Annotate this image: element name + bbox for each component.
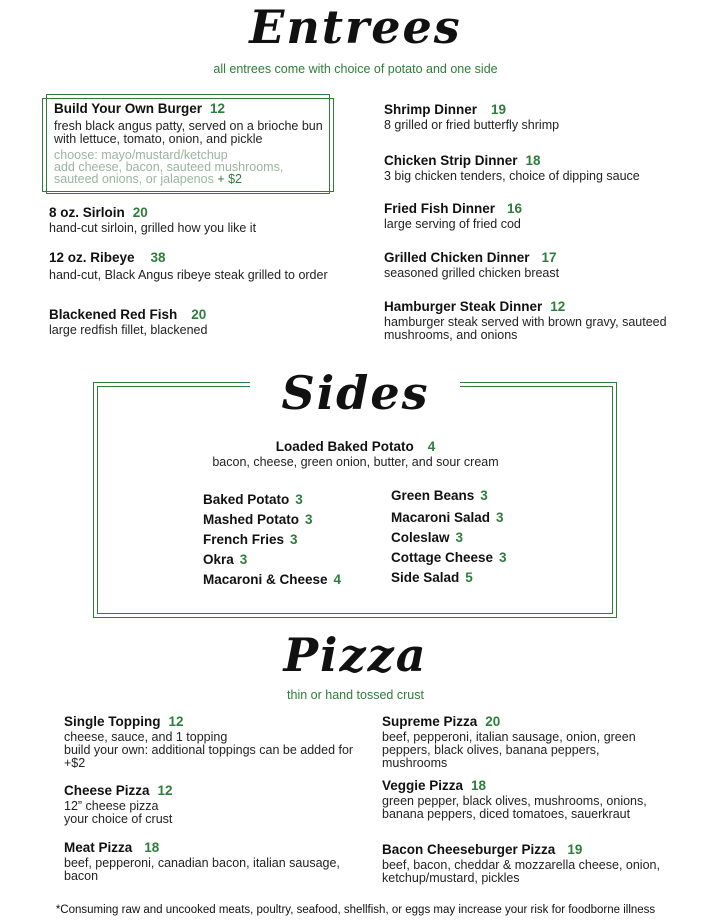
item-desc: green pepper, black olives, mushrooms, onions, banana peppers, diced tomatoes, sauerkraut bbox=[382, 794, 647, 821]
item-price: 3 bbox=[499, 550, 507, 565]
pizza-supreme bbox=[382, 713, 647, 770]
item-name: Hamburger Steak Dinner bbox=[384, 299, 543, 314]
side-item bbox=[203, 550, 341, 570]
pizza-title: Pizza bbox=[283, 628, 428, 682]
entree-ribeye bbox=[49, 249, 339, 282]
item-name: Meat Pizza bbox=[64, 840, 133, 855]
item-price: 3 bbox=[290, 532, 298, 547]
pizza-bacon-cheeseburger bbox=[382, 841, 682, 885]
pizza-subtitle: thin or hand tossed crust bbox=[287, 688, 424, 702]
side-item bbox=[203, 490, 341, 510]
entrees-subtitle: all entrees come with choice of potato and one side bbox=[213, 62, 498, 76]
item-desc: fresh black angus patty, served on a brioche bun with lettuce, tomato, onion, and pickle bbox=[54, 119, 323, 146]
sides-right-list bbox=[391, 486, 507, 588]
item-price: 17 bbox=[541, 250, 557, 265]
sides-frame-inner bbox=[97, 386, 613, 614]
item-name: Grilled Chicken Dinner bbox=[384, 250, 530, 265]
entree-chicken-strip bbox=[384, 152, 694, 183]
item-price: 3 bbox=[496, 510, 504, 525]
side-item bbox=[391, 528, 507, 548]
item-price: 4 bbox=[333, 572, 342, 587]
item-price: 12 bbox=[210, 101, 226, 116]
item-add-price: + $2 bbox=[217, 172, 243, 186]
item-price: 20 bbox=[191, 307, 207, 322]
item-desc: hamburger steak served with brown gravy, sauteed mushrooms, and onions bbox=[384, 315, 667, 342]
item-desc: beef, pepperoni, canadian bacon, italian sausage, bacon bbox=[64, 856, 340, 883]
item-name: Blackened Red Fish bbox=[49, 307, 178, 322]
item-price: 38 bbox=[150, 250, 166, 265]
side-item bbox=[203, 570, 341, 590]
item-price: 16 bbox=[507, 201, 523, 216]
item-desc-2: build your own: additional toppings can be added for +$2 bbox=[64, 743, 354, 770]
item-price: 5 bbox=[465, 570, 473, 585]
item-price: 18 bbox=[144, 840, 160, 855]
entrees-title: Entrees bbox=[249, 0, 462, 54]
item-desc: large redfish fillet, blackened bbox=[49, 323, 208, 337]
item-choose: choose: mayo/mustard/ketchup bbox=[54, 148, 228, 162]
item-name: Okra bbox=[203, 552, 234, 567]
footer-disclaimer: *Consuming raw and uncooked meats, poultry, seafood, shellfish, or eggs may increase your risk for foodborne illness bbox=[55, 904, 656, 916]
item-name: Mashed Potato bbox=[203, 512, 300, 527]
sides-featured bbox=[0, 438, 711, 469]
item-name: 8 oz. Sirloin bbox=[49, 205, 125, 220]
item-desc: seasoned grilled chicken breast bbox=[384, 266, 560, 280]
item-price: 18 bbox=[525, 153, 541, 168]
entree-fried-fish bbox=[384, 200, 694, 231]
item-desc: hand-cut sirloin, grilled how you like it bbox=[49, 221, 257, 235]
item-desc: cheese, sauce, and 1 topping bbox=[64, 730, 228, 744]
item-name: Side Salad bbox=[391, 570, 460, 585]
item-name: Supreme Pizza bbox=[382, 714, 478, 729]
item-name: Chicken Strip Dinner bbox=[384, 153, 518, 168]
item-name: Macaroni Salad bbox=[391, 510, 491, 525]
item-desc-2: your choice of crust bbox=[64, 812, 173, 826]
item-name: Macaroni & Cheese bbox=[203, 572, 328, 587]
sides-left-list bbox=[203, 490, 341, 590]
item-price: 20 bbox=[132, 205, 148, 220]
item-name: Veggie Pizza bbox=[382, 778, 464, 793]
item-add: add cheese, bacon, sauteed mushrooms, sauteed onions, or jalapenos bbox=[54, 160, 284, 186]
side-item bbox=[203, 510, 341, 530]
sides-title: Sides bbox=[281, 366, 430, 420]
item-name: Baked Potato bbox=[203, 492, 290, 507]
item-price: 3 bbox=[295, 492, 303, 507]
side-item bbox=[391, 568, 507, 588]
item-price: 12 bbox=[550, 299, 566, 314]
side-item bbox=[391, 486, 507, 506]
item-price: 3 bbox=[480, 488, 488, 503]
item-name: Build Your Own Burger bbox=[54, 101, 203, 116]
item-desc: 3 big chicken tenders, choice of dipping sauce bbox=[384, 169, 640, 183]
item-name: Fried Fish Dinner bbox=[384, 201, 496, 216]
entree-shrimp bbox=[384, 101, 694, 132]
item-name: Loaded Baked Potato bbox=[275, 439, 414, 454]
entree-hamburger-steak bbox=[384, 298, 684, 342]
side-item bbox=[203, 530, 341, 550]
item-desc: beef, bacon, cheddar & mozzarella cheese, onion, ketchup/mustard, pickles bbox=[382, 858, 660, 885]
item-price: 12 bbox=[157, 783, 173, 798]
item-desc: beef, pepperoni, italian sausage, onion, green peppers, black olives, banana peppers, mushrooms bbox=[382, 730, 636, 770]
pizza-single-topping bbox=[64, 713, 354, 770]
item-desc: bacon, cheese, green onion, butter, and sour cream bbox=[212, 455, 499, 469]
entree-red-fish bbox=[49, 306, 339, 337]
item-price: 20 bbox=[485, 714, 501, 729]
item-name: Shrimp Dinner bbox=[384, 102, 478, 117]
pizza-veggie bbox=[382, 777, 662, 821]
item-name: Bacon Cheeseburger Pizza bbox=[382, 842, 556, 857]
item-name: Cheese Pizza bbox=[64, 783, 150, 798]
item-name: Green Beans bbox=[391, 488, 475, 503]
item-name: 12 oz. Ribeye bbox=[49, 250, 135, 265]
item-name: Coleslaw bbox=[391, 530, 450, 545]
item-name: French Fries bbox=[203, 532, 285, 547]
item-desc: 8 grilled or fried butterfly shrimp bbox=[384, 118, 560, 132]
item-desc: hand-cut, Black Angus ribeye steak grilled to order bbox=[49, 268, 328, 282]
item-price: 3 bbox=[455, 530, 464, 545]
item-price: 3 bbox=[305, 512, 313, 527]
entree-sirloin bbox=[49, 204, 339, 235]
item-price: 12 bbox=[168, 714, 184, 729]
item-price: 3 bbox=[239, 552, 248, 567]
item-price: 4 bbox=[427, 439, 436, 454]
item-price: 18 bbox=[471, 778, 487, 793]
item-desc: 12” cheese pizza bbox=[64, 799, 159, 813]
side-item bbox=[391, 508, 507, 528]
item-desc: large serving of fried cod bbox=[384, 217, 521, 231]
item-price: 19 bbox=[567, 842, 583, 857]
side-item bbox=[391, 548, 507, 568]
item-name: Cottage Cheese bbox=[391, 550, 494, 565]
entree-grilled-chicken bbox=[384, 249, 694, 280]
entree-build-burger bbox=[54, 100, 326, 185]
pizza-cheese bbox=[64, 782, 354, 826]
pizza-meat bbox=[64, 839, 344, 883]
item-name: Single Topping bbox=[64, 714, 161, 729]
item-price: 19 bbox=[491, 102, 507, 117]
